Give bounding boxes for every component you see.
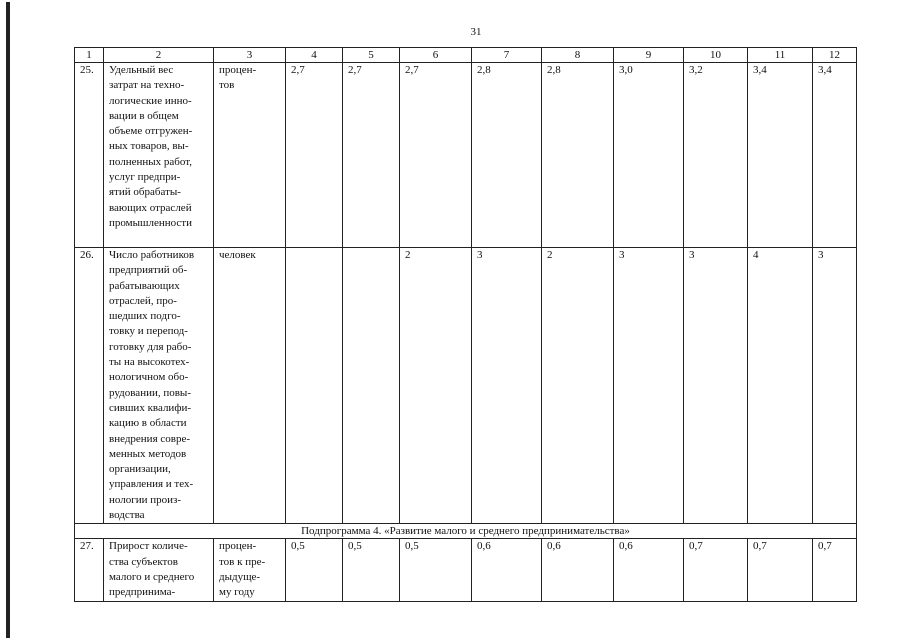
page-edge-bar <box>6 2 10 638</box>
unit-of-measure: человек <box>214 248 286 524</box>
value-cell: 0,5 <box>343 539 400 601</box>
unit-of-measure: процен- тов <box>214 63 286 248</box>
value-cell: 0,6 <box>614 539 684 601</box>
column-number: 12 <box>813 48 857 63</box>
value-cell: 3 <box>472 248 542 524</box>
value-cell: 2,8 <box>542 63 614 248</box>
value-cell: 0,7 <box>813 539 857 601</box>
column-number: 9 <box>614 48 684 63</box>
column-number: 8 <box>542 48 614 63</box>
unit-of-measure: процен- тов к пре- дыдуще- му году <box>214 539 286 601</box>
column-number: 5 <box>343 48 400 63</box>
subprogram-heading-row <box>75 524 857 539</box>
value-cell: 2,8 <box>472 63 542 248</box>
value-cell: 0,6 <box>472 539 542 601</box>
value-cell: 2,7 <box>343 63 400 248</box>
page-number: 31 <box>470 26 482 38</box>
column-number: 1 <box>75 48 104 63</box>
value-cell: 3,4 <box>748 63 813 248</box>
table-row <box>75 539 857 601</box>
column-number: 6 <box>400 48 472 63</box>
indicator-name: Удельный вес затрат на техно- логические инно- вации в общем объеме отгружен- ных товаров, вы- полненных работ, услуг предпри- ятий обрабаты- вающих отраслей промышленности <box>104 63 214 248</box>
value-cell: 3 <box>614 248 684 524</box>
indicator-name: Прирост количе- ства субъектов малого и среднего предпринима- <box>104 539 214 601</box>
value-cell: 3 <box>684 248 748 524</box>
value-cell: 0,5 <box>286 539 343 601</box>
value-cell: 3,0 <box>614 63 684 248</box>
value-cell <box>286 248 343 524</box>
value-cell: 0,7 <box>684 539 748 601</box>
table-row <box>75 63 857 248</box>
row-number: 26. <box>75 248 104 524</box>
value-cell: 4 <box>748 248 813 524</box>
value-cell: 2,7 <box>400 63 472 248</box>
row-number: 27. <box>75 539 104 601</box>
column-number: 4 <box>286 48 343 63</box>
value-cell: 2 <box>542 248 614 524</box>
value-cell: 3,2 <box>684 63 748 248</box>
value-cell: 0,7 <box>748 539 813 601</box>
subprogram-title: Подпрограмма 4. «Развитие малого и среднего предпринимательства» <box>75 524 857 539</box>
value-cell: 2 <box>400 248 472 524</box>
value-cell: 3,4 <box>813 63 857 248</box>
row-number: 25. <box>75 63 104 248</box>
indicators-table <box>74 47 857 602</box>
column-number: 2 <box>104 48 214 63</box>
table-row <box>75 248 857 524</box>
column-number-row <box>75 48 857 63</box>
indicator-name: Число работников предприятий об- рабатывающих отраслей, про- шедших подго- товку и перепод- готовку для рабо- ты на высокотех- нологичном обо- рудовании, повы- сивших квалифи- кацию в области внедрения совре- менных методов организации, управления и тех- нологии произ- водства <box>104 248 214 524</box>
column-number: 3 <box>214 48 286 63</box>
column-number: 11 <box>748 48 813 63</box>
column-number: 10 <box>684 48 748 63</box>
value-cell: 3 <box>813 248 857 524</box>
column-number: 7 <box>472 48 542 63</box>
value-cell: 2,7 <box>286 63 343 248</box>
value-cell <box>343 248 400 524</box>
value-cell: 0,6 <box>542 539 614 601</box>
value-cell: 0,5 <box>400 539 472 601</box>
